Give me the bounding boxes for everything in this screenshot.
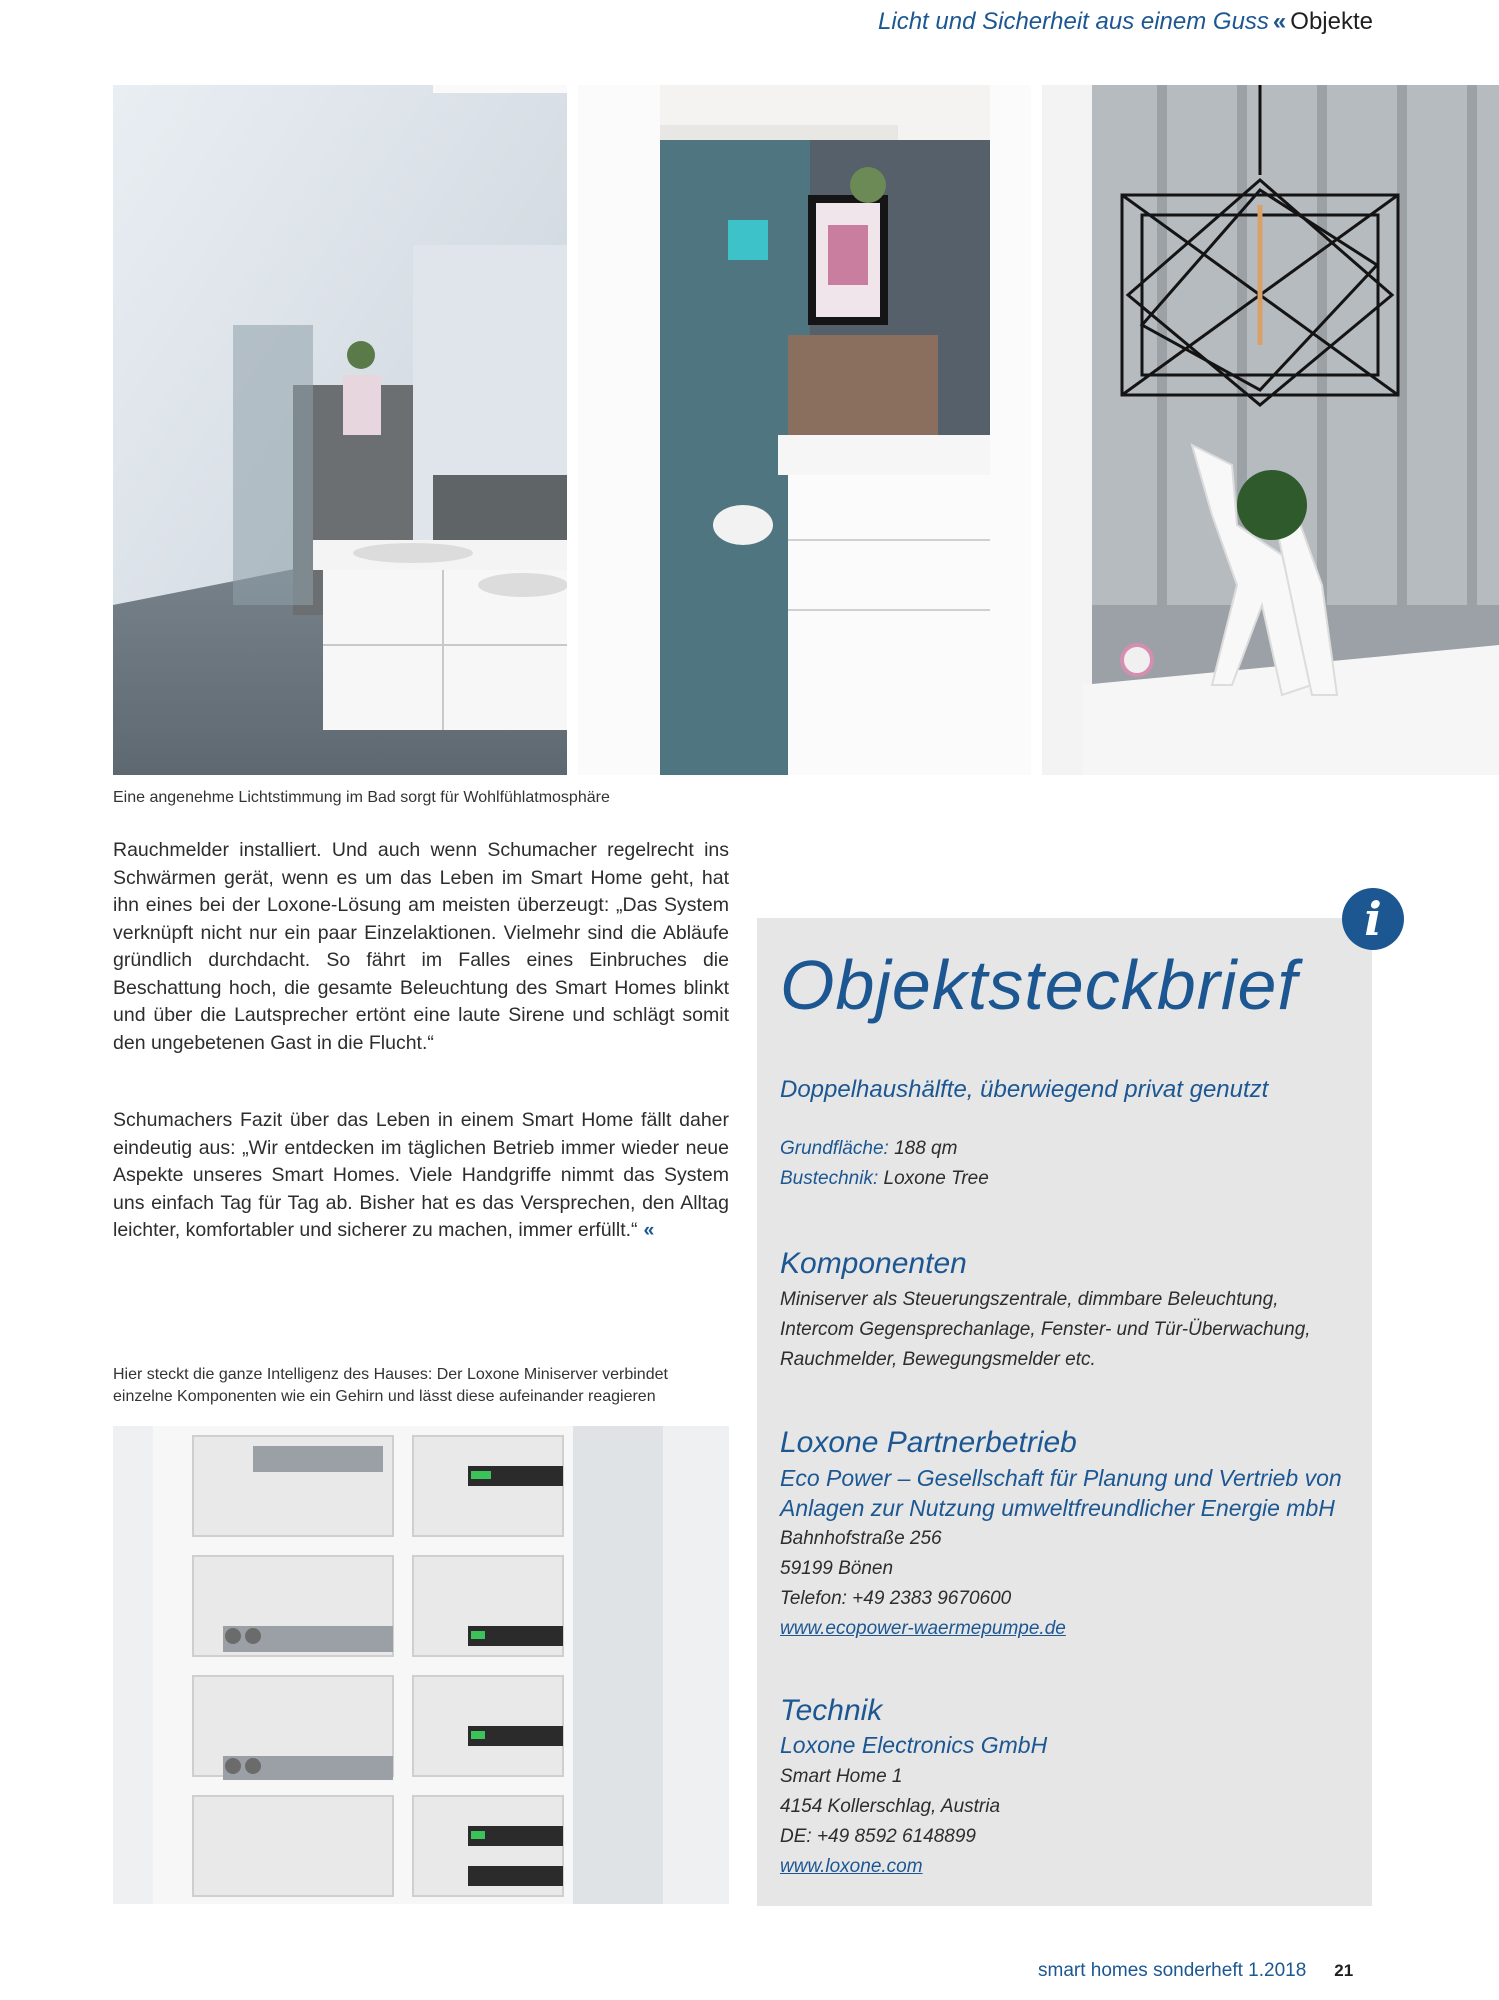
- chevron-icon: «: [1272, 8, 1287, 35]
- tech-city: 4154 Kollerschlag, Austria: [780, 1796, 1001, 1817]
- tech-phone: DE: +49 8592 6148899: [780, 1826, 976, 1847]
- partner-street: Bahnhofstraße 256: [780, 1528, 942, 1549]
- bathroom-photo: [113, 85, 567, 775]
- components-line-1: Miniserver als Steuerungszentrale, dimmbare Beleuchtung,: [780, 1289, 1279, 1310]
- factbox-subtitle: Doppelhaushälfte, überwiegend privat genutzt: [780, 1076, 1269, 1103]
- partner-heading: Loxone Partnerbetrieb: [780, 1426, 1077, 1459]
- distribution-board-photo: [113, 1426, 729, 1904]
- bathroom-door-photo: [578, 85, 1031, 775]
- article-paragraph-2: [113, 1107, 729, 1245]
- caption-bathroom: Eine angenehme Lichtstimmung im Bad sorgt für Wohlfühlatmosphäre: [113, 789, 610, 806]
- end-mark-icon: «: [643, 1219, 655, 1241]
- area-label: Grundfläche:: [780, 1138, 889, 1159]
- partner-city: 59199 Bönen: [780, 1558, 894, 1579]
- header-kicker: Licht und Sicherheit aus einem Guss: [878, 8, 1269, 35]
- partner-website-link[interactable]: www.ecopower-waermepumpe.de: [780, 1618, 1066, 1639]
- bus-label: Bustechnik:: [780, 1168, 879, 1189]
- area-value: 188 qm: [894, 1138, 958, 1159]
- page-footer: [1038, 1960, 1353, 1982]
- article-paragraph-1: Rauchmelder installiert. Und auch wenn Schumacher regelrecht ins Schwärmen gerät, wenn es um das Leben im Smart Home geht, hat ihn eines bei der Loxone-Lösung am meisten überzeugt: „Das System verknüpft nicht nur ein paar Einzelaktionen. Vielmehr sind die Abläufe gründlich durchdacht. So fährt im Falles eines Einbruches die Beschattung hoch, die gesamte Beleuchtung des Smart Homes blinkt und über die Lautsprecher ertönt eine laute Sirene und schlägt somit den ungebetenen Gast in die Flucht.“: [113, 839, 729, 1054]
- header-section: Objekte: [1290, 8, 1373, 35]
- info-icon: i: [1342, 888, 1404, 950]
- factbox-bus: [780, 1164, 989, 1194]
- pendant-lamp-photo: [1042, 85, 1499, 775]
- partner-name-line-2: Anlagen zur Nutzung umweltfreundlicher Energie mbH: [780, 1495, 1335, 1521]
- tech-company: Loxone Electronics GmbH: [780, 1732, 1048, 1758]
- tech-heading: Technik: [780, 1694, 883, 1727]
- tech-street: Smart Home 1: [780, 1766, 903, 1787]
- caption-board-line-1: Hier steckt die ganze Intelligenz des Hauses: Der Loxone Miniserver verbindet: [113, 1366, 668, 1383]
- tech-website-link[interactable]: www.loxone.com: [780, 1856, 923, 1877]
- factbox-area: [780, 1134, 957, 1164]
- caption-board-line-2: einzelne Komponenten wie ein Gehirn und lässt diese aufeinander reagieren: [113, 1388, 656, 1405]
- factbox-title: Objektsteckbrief: [780, 946, 1298, 1024]
- components-line-2: Intercom Gegensprechanlage, Fenster- und Tür-Überwachung,: [780, 1319, 1311, 1340]
- partner-name-line-1: Eco Power – Gesellschaft für Planung und Vertrieb von: [780, 1465, 1342, 1491]
- running-header: [878, 8, 1373, 36]
- magazine-name: smart homes sonderheft 1.2018: [1038, 1960, 1307, 1981]
- bus-value: Loxone Tree: [883, 1168, 989, 1189]
- article-paragraph-2-text: Schumachers Fazit über das Leben in einem Smart Home fällt daher eindeutig aus: „Wir entdecken im täglichen Betrieb immer wieder neue Aspekte unseres Smart Homes. Viele Handgriffe nimmt das System uns einfach Tag für Tag ab. Bisher hat es das Versprechen, den Alltag leichter, komfortabler und sicherer zu machen, immer erfüllt.“: [113, 1109, 729, 1241]
- components-heading: Komponenten: [780, 1247, 967, 1280]
- page-number: 21: [1334, 1961, 1354, 1980]
- components-line-3: Rauchmelder, Bewegungsmelder etc.: [780, 1349, 1096, 1370]
- partner-phone: Telefon: +49 2383 9670600: [780, 1588, 1012, 1609]
